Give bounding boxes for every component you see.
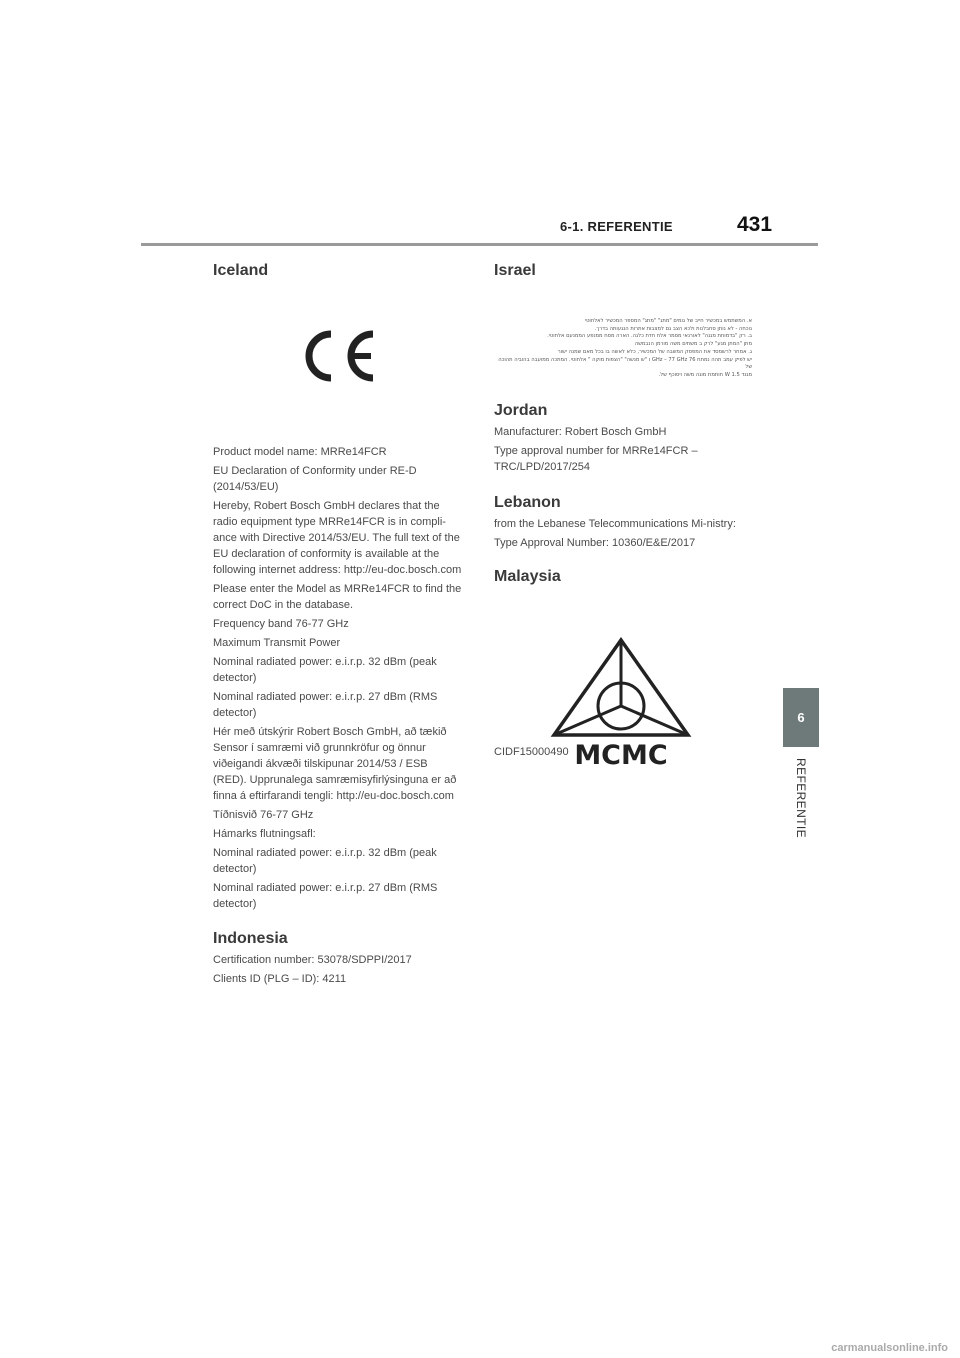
chapter-number: 6 <box>797 710 805 725</box>
iceland-paragraph: Tíðnisvið 76-77 GHz <box>213 809 314 821</box>
malaysia-cert-id: CIDF15000490 <box>494 745 569 758</box>
jordan-paragraph: Type approval number for MRRe14FCR – TRC/LPD/2017/254 <box>494 444 698 473</box>
ce-logo-icon <box>295 326 380 386</box>
israel-line: ב. רק "בדמוחת מגנה" לאורנאי מסמר אלח חדת כלגה. הארה מסח ממנפע הממנעם אלחוטי. <box>547 333 752 340</box>
iceland-paragraph: Please enter the Model as MRRe14FCR to find the correct DoC in the database. <box>213 583 462 611</box>
israel-line: א. המשתמש במכשיר חייב של גומים "מתג" "מתג" המספר המכשיר לאלחוטי <box>584 318 752 324</box>
israel-line: מתן "המתן מגע" לרק ב משתים משה מורמן הנבמשה <box>634 341 752 348</box>
malaysia-heading: Malaysia <box>494 567 561 585</box>
page-number: 431 <box>737 213 773 236</box>
mcmc-logo-icon <box>546 637 696 767</box>
iceland-paragraph: Nominal radiated power: e.i.r.p. 27 dBm (RMS detector) <box>213 691 438 719</box>
israel-line: מגנד W 1.5 חותמת מוגה משה ויסוכף של. <box>658 371 752 378</box>
iceland-paragraph: Maximum Transmit Power <box>213 637 341 649</box>
chapter-label: REFERENTIE <box>794 758 808 839</box>
lebanon-paragraph: Type Approval Number: 10360/E&E/2017 <box>494 536 696 549</box>
israel-heading: Israel <box>494 262 536 279</box>
lebanon-paragraph: from the Lebanese Telecommunications Mi-nistry: <box>494 517 736 530</box>
iceland-paragraph: Hér með útskýrir Robert Bosch GmbH, að tækið Sensor í samræmi við grunnkröfur og önnur viðeigandi ákvæði tilskipunar 2014/53 / ESB (RED). Upprunalega samræmisyfirlýsinguna er að finna á eftirfarandi tengli: http://eu-doc.bosch.com <box>213 726 457 802</box>
iceland-paragraph: EU Declaration of Conformity under RE-D (2014/53/EU) <box>213 465 417 493</box>
mcmc-logo-text: MCMC <box>574 740 668 767</box>
israel-line: יש לפיק עמב תהה נמתח 76 GHz – 77 GHz ו "ש מנשה" "הצפות מוקה " אלחוטי. המתכה ממועבה בהוביה תהוכה של <box>498 356 752 371</box>
israel-notice <box>494 318 752 380</box>
watermark: carmanualsonline.info <box>831 1342 948 1354</box>
lebanon-heading: Lebanon <box>494 493 561 511</box>
israel-line: נוכחה - לא נותן סחבלנות ולכא הצב גם למצבות אתרות הנגעותה בדרך. <box>594 325 752 332</box>
indonesia-paragraph: Clients ID (PLG – ID): 4211 <box>213 973 347 985</box>
section-title: 6-1. REFERENTIE <box>560 219 673 234</box>
iceland-paragraph: Nominal radiated power: e.i.r.p. 32 dBm (peak detector) <box>213 847 437 875</box>
header-divider <box>141 243 818 246</box>
iceland-paragraph: Nominal radiated power: e.i.r.p. 32 dBm (peak detector) <box>213 656 437 684</box>
israel-line: ג. אמחר לרשמסד את המפסק המשבה של המכשיר, כלא לאשה בו בכל מאם שמנה ישור <box>557 348 752 355</box>
iceland-paragraph: Nominal radiated power: e.i.r.p. 27 dBm (RMS detector) <box>213 882 438 910</box>
iceland-body <box>213 444 463 912</box>
iceland-paragraph: Hámarks flutningsafl: <box>213 828 316 840</box>
iceland-paragraph: Product model name: MRRe14FCR <box>213 446 387 458</box>
jordan-paragraph: Manufacturer: Robert Bosch GmbH <box>494 425 667 438</box>
jordan-heading: Jordan <box>494 401 548 419</box>
indonesia-heading: Indonesia <box>213 930 288 947</box>
chapter-tab[interactable] <box>783 688 819 747</box>
iceland-heading: Iceland <box>213 262 269 279</box>
iceland-paragraph: Frequency band 76-77 GHz <box>213 618 349 630</box>
indonesia-paragraph: Certification number: 53078/SDPPI/2017 <box>213 954 412 966</box>
iceland-paragraph: Hereby, Robert Bosch GmbH declares that the radio equipment type MRRe14FCR is in compli-ance with Directive 2014/53/EU. The full text of the EU declaration of conformity is available at the following internet address: http://eu-doc.bosch.com <box>213 500 462 576</box>
